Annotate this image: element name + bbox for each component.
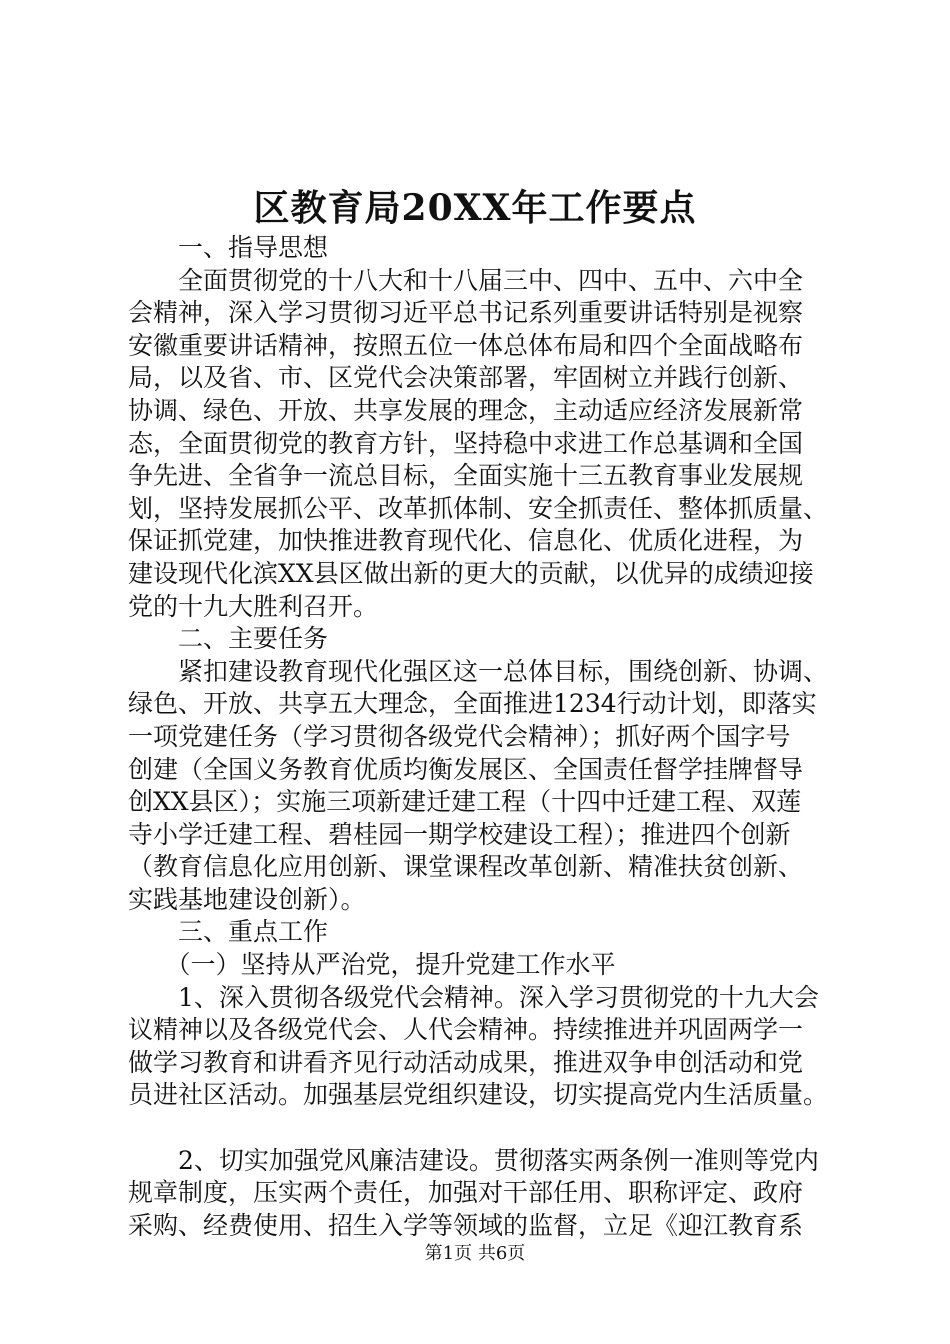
text-line: 协调、绿色、开放、共享发展的理念，主动适应经济发展新常 (128, 395, 804, 425)
text-line: 一项党建任务（学习贯彻各级党代会精神）；抓好两个国字号 (128, 721, 791, 751)
text-line: 员进社区活动。加强基层党组织建设，切实提高党内生活质量。 (128, 1080, 829, 1110)
text-line: 议精神以及各级党代会、人代会精神。持续推进并巩固两学一 (128, 1015, 804, 1045)
page-number: 第1页 共6页 (424, 1243, 526, 1264)
text-line: 建设现代化滨XX县区做出新的更大的贡献，以优异的成绩迎接 (128, 558, 814, 588)
text-line: 划，坚持发展抓公平、改革抓体制、安全抓责任、整体抓质量、 (128, 493, 829, 523)
text-line: 2、切实加强党风廉洁建设。贯彻落实两条例一准则等党内 (128, 1145, 819, 1175)
text-line: 1、深入贯彻各级党代会精神。深入学习贯彻党的十九大会 (128, 982, 819, 1012)
text-line: （教育信息化应用创新、课堂课程改革创新、精准扶贫创新、 (128, 852, 804, 882)
text-line: 保证抓党建，加快推进教育现代化、信息化、优质化进程，为 (128, 526, 804, 556)
text-line: 创XX县区）；实施三项新建迁建工程（十四中迁建工程、双莲 (128, 787, 802, 817)
text-line: 寺小学迁建工程、碧桂园一期学校建设工程）；推进四个创新 (128, 819, 791, 849)
text-line: 二、主要任务 (128, 624, 329, 654)
text-line: 局，以及省、市、区党代会决策部署，牢固树立并践行创新、 (128, 363, 804, 393)
document-title: 区教育局20XX年工作要点 (253, 187, 697, 229)
text-line: （一）坚持从严治党，提升党建工作水平 (128, 950, 616, 980)
text-line: 会精神，深入学习贯彻习近平总书记系列重要讲话特别是视察 (128, 298, 804, 328)
text-line: 三、重点工作 (128, 917, 329, 947)
text-line: 党的十九大胜利召开。 (128, 591, 379, 621)
paragraph-gap (128, 1112, 858, 1145)
text-line: 态，全面贯彻党的教育方针，坚持稳中求进工作总基调和全国 (128, 428, 804, 458)
text-line: 全面贯彻党的十八大和十八届三中、四中、五中、六中全 (128, 265, 804, 295)
text-line: 采购、经费使用、招生入学等领域的监督，立足《迎江教育系 (128, 1210, 804, 1240)
text-line: 一、指导思想 (128, 233, 329, 262)
text-line: 绿色、开放、共享五大理念，全面推进1234行动计划，即落实 (128, 689, 817, 719)
text-line: 争先进、全省争一流总目标，全面实施十三五教育事业发展规 (128, 461, 804, 491)
text-line: 做学习教育和讲看齐见行动活动成果，推进双争申创活动和党 (128, 1047, 804, 1077)
text-line: 实践基地建设创新）。 (128, 884, 366, 914)
text-line: 创建（全国义务教育优质均衡发展区、全国责任督学挂牌督导 (128, 754, 804, 784)
document-body (128, 232, 858, 1242)
text-line: 紧扣建设教育现代化强区这一总体目标，围绕创新、协调、 (128, 656, 829, 686)
text-line: 安徽重要讲话精神，按照五位一体总体布局和四个全面战略布 (128, 330, 804, 360)
text-line: 规章制度，压实两个责任，加强对干部任用、职称评定、政府 (128, 1178, 804, 1208)
